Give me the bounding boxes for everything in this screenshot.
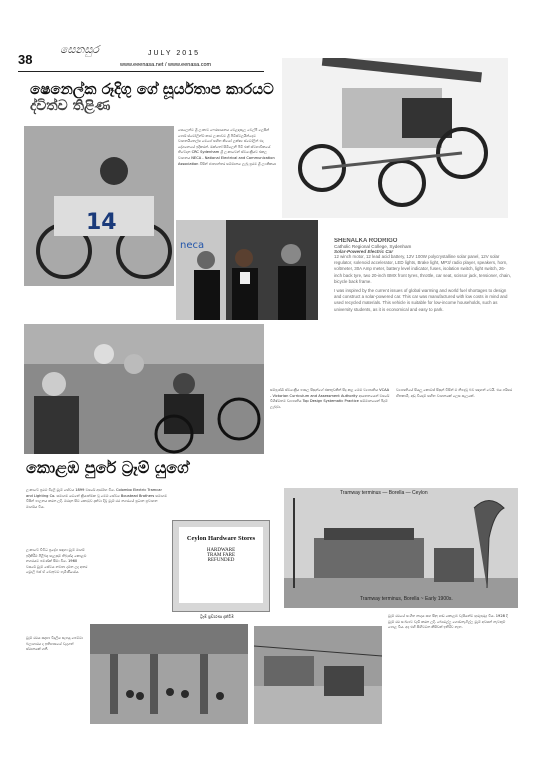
sign-line1: HARDWARE [206,548,236,553]
issue-date: JULY 2015 [148,50,200,57]
page-number: 38 [18,52,33,67]
award-ceremony-photo [176,220,318,320]
article1-caption-block [334,238,512,386]
workshop-group-photo [24,324,264,454]
caption-name: SHENALKA RODRIGO [334,238,398,244]
website-link[interactable]: www.eeenasa.net / www.eenasa.com [120,62,212,68]
article2-body-left1: ලංකාවේ ප්‍රථම විදුලි ට්‍රෑම් සේවය 1899 වසරේ ආරම්භ විය. Colombo Electric Tramcar and Lighting Co. සමාගම යටතේ ක්‍රියාත්මක වූ මෙම සේවය Boustead Brothers සමාගම විසින් පාලනය කරන ලදී. මරදාන සිට කොටුව දක්වා දිවූ ට්‍රෑම් රථ නගරයේ ප්‍රධාන ප්‍රවාහන මාර්ගය විය. [26,488,167,509]
car-number-label: 14 [86,210,117,235]
caption-description: I was inspired by the current issues of global warming and world fuel shortages to design and construct a solar-powered car. This car was manufactured with low costs in mind and used recycled materials. This vehicle is suitable for low-income households, such as university students, as it is economical and easy to park. [334,288,508,312]
tram-photo-caption-top: Tramway terminus — Borella — Ceylon [340,490,428,496]
header-rule [18,71,264,72]
article2-headline: කොළඹ පුරේ ට්‍රෑම් යුගේ [26,458,189,477]
article1-body-left: සෙලෙන්ට ශ්‍රී ලංකාව ෆෙරසායනය වෙළඳසැල වෙල්පී ලෙසින් පොර් ස්ටෝලින්ට් කාර ලංකාවට ශ්‍රී පිටිස්වලයින්දෙට වාහනයිතෙල්ස මෙශේ සහිත කියෝ ලක්ෂ්‍ය ස්ටෝලින් එදා දේශනෙයේ ඉදිකරන්. ඔක්තෝ සිමිලෙනි පිටි එක් ස්වභාවිකයේ තිවේදන CRC Sydenham ශ්‍රී ලංකාවෙන් ස්වයංක්‍රීයව එකල වාහනය NECA - National Electrical and Communication Association විසින් ජාත්‍යන්තර සම්මානය ලැබූ ප්‍රථම ශ්‍රී ලාංකිකයා [178,128,277,166]
sign-caption: ට්‍රෑම් ප්‍රචාරණ දැන්වීම [200,614,234,619]
caption-specs: 12 winch motor, 12 lead acid battery, 12V 100W polycrystalline solar panel, 12V solar regulator, solenoid accelerator, LED lights, Brake light, MP3/ radio player, speakers, horn, voltmeter, 30A Amp meter, battery level indicator, fuses, isolation switch, light switch, 26-inch back tyre, two 20-inch BMX front tyres, throttle, car seat, scissor jack, tensioner, chain, bicycle back frame. [334,254,511,284]
tram-photo-caption: Tramway terminus, Borella ~ Early 1900s. [360,596,453,602]
neca-logo: neca [180,240,205,251]
hardware-store-sign [172,520,270,612]
sign-line2: TRAM FARE [206,553,236,558]
article2-body-left3: ට්‍රෑම් රථය සඳහා විදුලිය සැපයූ පෙට්ටා බලාගාරය ද ඉතිහාසයේ වැදගත් ස්ථානයක් ගනී. [26,636,83,652]
article1-headline: ෂෙනෙල්ක රූදිගු ගේ සූර්යතාප කාරයට [30,80,274,98]
article1-subheadline: ද්විත්ව තිළිණ [30,98,111,114]
caption-project: Solar-Powered Electric Car [334,249,393,254]
street-crowd-photo [90,624,248,724]
article2-body-right: ට්‍රෑම් රථයේ සංගීත නාදය සහ සීනු හඬ කොළඹ වැසියන්ට හුරුපුරුදු විය. 1928 දී ට්‍රෑම් රථ සංඛ්‍යාව වැඩි කරන ලදී. බොරැල්ල ගොඩනැගිල්ල ට්‍රෑම් අවසන් නැවතුම් පොළ විය. අද එහි සිහිවටන කිසිවක් ඉතිරිව නැත. [388,614,508,630]
sign-title: Ceylon Hardware Stores [186,535,256,542]
masthead-logo: සෙනසුර [60,44,99,56]
caption-school: Catholic Regional College, Sydenham [334,244,412,249]
article1-body-bottom-left: සම්පූර්ණ ස්වයංක්‍රීය පාසල සිසුන්ගේ එකතුවකින් සිදු කළ මෙම ව්‍යාපෘතිය VCAA - Victorian Curriculum and Assessment Authority ආයතනයෙන් වසරේ විශිෂ්ටතම ව්‍යාපෘතිය Top Design Systematic Practice සම්මානයෙන් පිදුම් ලැබුවා. [270,388,390,409]
article2-body-left2: ලංකාවේ විවිධ ප්‍රදේශ සඳහා ට්‍රෑම් මාර්ග ඉදිකිරීම පිළිබඳ සැලසුම් තිබුණද කොළඹ නගරයට පමණක් සීමා විය. 1960 වසරේ ට්‍රෑම් සේවය නවතා දමන ලද අතර ට්‍රොලි බස් ඒ වෙනුවට පැමිණියේය. [26,548,88,575]
boy-in-car-photo [24,126,174,286]
sign-line3: REFUNDED [207,558,235,563]
article1-body-bottom-right: ව්‍යාපෘතියේ සියලු කොටස් සිසුන් විසින් ම නිපදවූ බව සඳහන් වෙයි. එය පරිසර හිතකාමී, අඩු වියදම් සහිත වාහනයක් ලෙස සැලකේ. [396,388,513,398]
tram-terminus-photo [284,488,518,608]
solar-car-photo [282,58,508,218]
street-tram-photo [254,626,382,724]
